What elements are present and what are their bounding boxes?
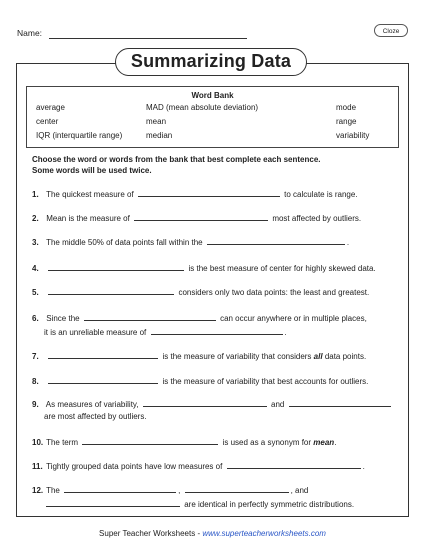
- question-text: The middle 50% of data points fall within the: [46, 238, 203, 247]
- question-number: 4.: [32, 264, 39, 273]
- answer-blank[interactable]: [289, 397, 391, 407]
- question-text: are identical in perfectly symmetric distributions.: [184, 500, 355, 509]
- word-bank-word: variability: [336, 131, 370, 140]
- footer-link[interactable]: www.superteacherworksheets.com: [202, 529, 326, 538]
- question-number: 3.: [32, 238, 39, 247]
- question-text: The quickest measure of: [46, 190, 134, 199]
- answer-blank[interactable]: [207, 235, 345, 245]
- word-bank-word: average: [36, 103, 65, 112]
- question-number: 12.: [32, 486, 44, 495]
- question-4: [32, 261, 376, 275]
- question-number: 6.: [32, 314, 39, 323]
- question-text: .: [334, 438, 337, 447]
- question-number: 10.: [32, 438, 44, 447]
- emphasis-text: all: [313, 352, 323, 361]
- answer-blank[interactable]: [46, 497, 180, 507]
- question-text: it is an unreliable measure of: [44, 328, 147, 337]
- question-12: [32, 483, 308, 497]
- question-6: [32, 311, 367, 325]
- question-11: [32, 459, 365, 473]
- question-text: is the measure of variability that best accounts for outliers.: [162, 377, 369, 386]
- instructions-line: Choose the word or words from the bank that best complete each sentence.: [32, 155, 321, 164]
- word-bank-word: mean: [146, 117, 167, 126]
- question-6-continuation: [44, 325, 287, 339]
- question-text: The term: [46, 438, 79, 447]
- word-bank-word: mode: [336, 103, 357, 112]
- question-9-continuation: [44, 411, 147, 423]
- footer: [0, 529, 425, 538]
- answer-blank[interactable]: [227, 459, 361, 469]
- question-9: [32, 397, 393, 411]
- question-text: most affected by outliers.: [272, 214, 362, 223]
- question-number: 5.: [32, 288, 39, 297]
- word-bank-word: center: [36, 117, 59, 126]
- question-text: Mean is the measure of: [46, 214, 130, 223]
- word-bank-word: IQR (interquartile range): [36, 131, 123, 140]
- question-text: , and: [290, 486, 309, 495]
- question-5: [32, 285, 369, 299]
- question-text: Since the: [46, 314, 80, 323]
- question-2: [32, 211, 361, 225]
- question-10: [32, 435, 336, 449]
- question-text: The: [46, 486, 60, 495]
- question-text: Tightly grouped data points have low measures of: [46, 462, 223, 471]
- answer-blank[interactable]: [143, 397, 267, 407]
- question-3: [32, 235, 349, 249]
- answer-blank[interactable]: [48, 285, 174, 295]
- question-text: ,: [178, 486, 181, 495]
- question-8: [32, 374, 368, 388]
- question-number: 9.: [32, 400, 39, 409]
- answer-blank[interactable]: [185, 483, 289, 493]
- question-text: .: [362, 462, 365, 471]
- answer-blank[interactable]: [138, 187, 280, 197]
- question-text: is the best measure of center for highly skewed data.: [188, 264, 376, 273]
- name-field[interactable]: [49, 38, 247, 39]
- question-text: are most affected by outliers.: [44, 412, 147, 421]
- answer-blank[interactable]: [48, 261, 184, 271]
- answer-blank[interactable]: [48, 374, 158, 384]
- question-text: considers only two data points: the least and greatest.: [178, 288, 370, 297]
- word-bank-word: median: [146, 131, 173, 140]
- answer-blank[interactable]: [84, 311, 216, 321]
- question-text: .: [346, 238, 350, 247]
- word-bank-word: range: [336, 117, 357, 126]
- page-title: Summarizing Data: [115, 48, 307, 76]
- question-number: 11.: [32, 462, 43, 471]
- instructions: [32, 154, 392, 176]
- question-1: [32, 187, 358, 201]
- question-number: 2.: [32, 214, 39, 223]
- answer-blank[interactable]: [82, 435, 218, 445]
- cloze-badge: Cloze: [374, 24, 408, 37]
- answer-blank[interactable]: [64, 483, 176, 493]
- instructions-line: Some words will be used twice.: [32, 166, 152, 175]
- question-text: .: [284, 328, 287, 337]
- word-bank-title: Word Bank: [191, 91, 234, 100]
- question-text: can occur anywhere or in multiple places,: [220, 314, 367, 323]
- question-text: As measures of variability,: [45, 400, 139, 409]
- question-text: data points.: [324, 352, 367, 361]
- word-bank: [26, 86, 399, 148]
- question-number: 8.: [32, 377, 39, 386]
- answer-blank[interactable]: [134, 211, 268, 221]
- question-text: and: [271, 400, 285, 409]
- answer-blank[interactable]: [151, 325, 283, 335]
- question-text: is used as a synonym for: [222, 438, 312, 447]
- emphasis-text: mean: [313, 438, 335, 447]
- footer-brand: Super Teacher Worksheets -: [99, 529, 201, 538]
- question-text: to calculate is range.: [284, 190, 358, 199]
- question-7: [32, 349, 366, 363]
- answer-blank[interactable]: [48, 349, 158, 359]
- question-text: is the measure of variability that considers: [162, 352, 312, 361]
- question-12-continuation: [44, 497, 354, 511]
- word-bank-word: MAD (mean absolute deviation): [146, 103, 259, 112]
- name-label: Name:: [17, 28, 43, 38]
- question-number: 7.: [32, 352, 39, 361]
- question-number: 1.: [32, 190, 39, 199]
